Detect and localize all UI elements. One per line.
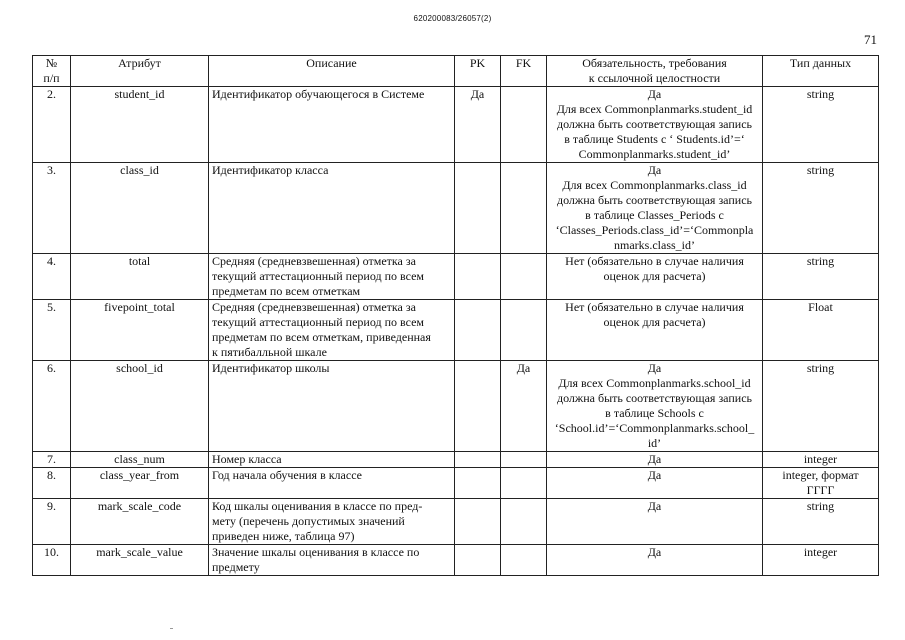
- requirement-cell: [547, 499, 763, 545]
- data-type-cell-line: integer: [803, 545, 838, 559]
- table-row: [33, 87, 879, 163]
- pk-cell: [455, 452, 501, 468]
- row-number-cell: 10.: [33, 545, 71, 576]
- table-header-row: [33, 56, 879, 87]
- data-type-cell: [763, 87, 879, 163]
- description-cell-line: предметам по всем отметкам, приведенная: [212, 330, 431, 344]
- attribute-name-cell: class_year_from: [71, 468, 209, 499]
- requirement-cell-line: должна быть соответствующая запись: [556, 193, 752, 207]
- attribute-name-cell: student_id: [71, 87, 209, 163]
- header-fk: FK: [501, 56, 547, 87]
- description-cell-line: текущий аттестационный период по всем: [212, 269, 424, 283]
- header-requirement-line1: Обязательность, требования: [582, 56, 727, 70]
- description-cell: [209, 87, 455, 163]
- header-pk: PK: [455, 56, 501, 87]
- requirement-cell: [547, 468, 763, 499]
- requirement-cell-line: Commonplanmarks.student_id’: [578, 147, 731, 161]
- requirement-cell: [547, 300, 763, 361]
- table-row: [33, 300, 879, 361]
- table-row: [33, 468, 879, 499]
- pk-cell: Да: [455, 87, 501, 163]
- requirement-cell-line: должна быть соответствующая запись: [556, 117, 752, 131]
- attribute-table: [32, 55, 879, 576]
- pk-cell: [455, 545, 501, 576]
- requirement-cell: [547, 163, 763, 254]
- pk-cell: [455, 468, 501, 499]
- header-requirement-line2: к ссылочной целостности: [588, 71, 721, 85]
- fk-cell: [501, 499, 547, 545]
- pk-cell: [455, 361, 501, 452]
- description-cell-line: предмету: [212, 560, 260, 574]
- document-id: 620200083/26057(2): [413, 14, 492, 23]
- attribute-name-cell: mark_scale_code: [71, 499, 209, 545]
- row-number-cell: 2.: [33, 87, 71, 163]
- data-type-cell: [763, 254, 879, 300]
- requirement-cell-line: nmarks.class_id’: [614, 238, 695, 252]
- requirement-cell: [547, 361, 763, 452]
- fk-cell: [501, 300, 547, 361]
- requirement-cell-line: в таблице Schools с: [605, 406, 704, 420]
- pk-cell: [455, 499, 501, 545]
- requirement-cell-line: Нет (обязательно в случае наличия: [565, 254, 744, 268]
- row-number-cell: 6.: [33, 361, 71, 452]
- pk-cell: [455, 254, 501, 300]
- data-type-cell-line: ГГГГ: [806, 483, 835, 497]
- requirement-cell-line: Для всех Commonplanmarks.class_id: [562, 178, 747, 192]
- data-type-cell: [763, 163, 879, 254]
- data-type-cell: [763, 545, 879, 576]
- requirement-cell: [547, 254, 763, 300]
- description-cell-line: Средняя (средневзвешенная) отметка за: [212, 300, 416, 314]
- table-row: [33, 545, 879, 576]
- page-number: 71: [864, 32, 877, 47]
- scan-speck: [170, 628, 173, 629]
- description-cell-line: мету (перечень допустимых значений: [212, 514, 405, 528]
- attribute-name-cell: school_id: [71, 361, 209, 452]
- data-type-cell: [763, 468, 879, 499]
- description-cell: [209, 300, 455, 361]
- requirement-cell: [547, 452, 763, 468]
- data-type-cell-line: integer, формат: [782, 468, 859, 482]
- fk-cell: [501, 163, 547, 254]
- fk-cell: [501, 254, 547, 300]
- requirement-cell-line: Нет (обязательно в случае наличия: [565, 300, 744, 314]
- attribute-name-cell: total: [71, 254, 209, 300]
- attribute-name-cell: mark_scale_value: [71, 545, 209, 576]
- row-number-cell: 4.: [33, 254, 71, 300]
- requirement-cell-line: Да: [647, 499, 662, 513]
- requirement-cell-line: Да: [647, 163, 662, 177]
- header-requirement: [547, 56, 763, 87]
- attribute-name-cell: fivepoint_total: [71, 300, 209, 361]
- description-cell: [209, 545, 455, 576]
- description-cell-line: Идентификатор обучающегося в Системе: [212, 87, 425, 101]
- description-cell-line: предметам по всем отметкам: [212, 284, 361, 298]
- fk-cell: [501, 452, 547, 468]
- fk-cell: [501, 468, 547, 499]
- data-type-cell-line: string: [806, 87, 835, 101]
- description-cell-line: Средняя (средневзвешенная) отметка за: [212, 254, 416, 268]
- description-cell-line: к пятибалльной шкале: [212, 345, 327, 359]
- table-row: [33, 452, 879, 468]
- requirement-cell-line: Для всех Commonplanmarks.school_id: [558, 376, 751, 390]
- header-description: Описание: [209, 56, 455, 87]
- requirement-cell-line: должна быть соответствующая запись: [556, 391, 752, 405]
- description-cell: [209, 499, 455, 545]
- header-number: [33, 56, 71, 87]
- requirement-cell-line: оценок для расчета): [603, 269, 706, 283]
- pk-cell: [455, 300, 501, 361]
- requirement-cell-line: ‘School.id’=‘Commonplanmarks.school_: [554, 421, 755, 435]
- header-number-line1: №: [45, 56, 58, 70]
- description-cell-line: Значение шкалы оценивания в классе по: [212, 545, 420, 559]
- requirement-cell-line: Да: [647, 468, 662, 482]
- description-cell: [209, 254, 455, 300]
- table-row: [33, 163, 879, 254]
- data-type-cell-line: string: [806, 361, 835, 375]
- requirement-cell-line: Да: [647, 545, 662, 559]
- fk-cell: [501, 545, 547, 576]
- data-type-cell: [763, 361, 879, 452]
- requirement-cell-line: оценок для расчета): [603, 315, 706, 329]
- requirement-cell-line: в таблице Classes_Periods с: [585, 208, 724, 222]
- description-cell-line: Идентификатор школы: [212, 361, 330, 375]
- data-type-cell-line: string: [806, 499, 835, 513]
- table-body: [33, 87, 879, 576]
- fk-cell: [501, 87, 547, 163]
- header-type: Тип данных: [763, 56, 879, 87]
- row-number-cell: 3.: [33, 163, 71, 254]
- description-cell-line: приведен ниже, таблица 97): [212, 529, 355, 543]
- attribute-name-cell: class_num: [71, 452, 209, 468]
- requirement-cell-line: Да: [647, 361, 662, 375]
- description-cell: [209, 163, 455, 254]
- data-type-cell-line: string: [806, 163, 835, 177]
- row-number-cell: 8.: [33, 468, 71, 499]
- table-row: [33, 254, 879, 300]
- description-cell: [209, 468, 455, 499]
- requirement-cell: [547, 87, 763, 163]
- row-number-cell: 5.: [33, 300, 71, 361]
- description-cell-line: текущий аттестационный период по всем: [212, 315, 424, 329]
- data-type-cell-line: Float: [808, 300, 833, 314]
- data-type-cell-line: integer: [803, 452, 838, 466]
- description-cell: [209, 361, 455, 452]
- pk-cell: [455, 163, 501, 254]
- description-cell-line: Идентификатор класса: [212, 163, 329, 177]
- requirement-cell-line: ‘Classes_Periods.class_id’=‘Commonpla: [555, 223, 754, 237]
- data-type-cell: [763, 499, 879, 545]
- description-cell-line: Год начала обучения в классе: [212, 468, 362, 482]
- fk-cell: Да: [501, 361, 547, 452]
- data-type-cell: [763, 452, 879, 468]
- requirement-cell-line: Да: [647, 452, 662, 466]
- description-cell-line: Номер класса: [212, 452, 282, 466]
- data-type-cell-line: string: [806, 254, 835, 268]
- requirement-cell-line: id’: [647, 436, 662, 450]
- requirement-cell: [547, 545, 763, 576]
- header-number-line2: п/п: [43, 71, 60, 85]
- requirement-cell-line: Да: [647, 87, 662, 101]
- row-number-cell: 7.: [33, 452, 71, 468]
- requirement-cell-line: в таблице Students с ‘ Students.id’=‘: [564, 132, 745, 146]
- table-row: [33, 361, 879, 452]
- requirement-cell-line: Для всех Commonplanmarks.student_id: [556, 102, 753, 116]
- description-cell-line: Код шкалы оценивания в классе по пред-: [212, 499, 423, 513]
- data-type-cell: [763, 300, 879, 361]
- table-row: [33, 499, 879, 545]
- header-attribute: Атрибут: [71, 56, 209, 87]
- description-cell: [209, 452, 455, 468]
- row-number-cell: 9.: [33, 499, 71, 545]
- attribute-name-cell: class_id: [71, 163, 209, 254]
